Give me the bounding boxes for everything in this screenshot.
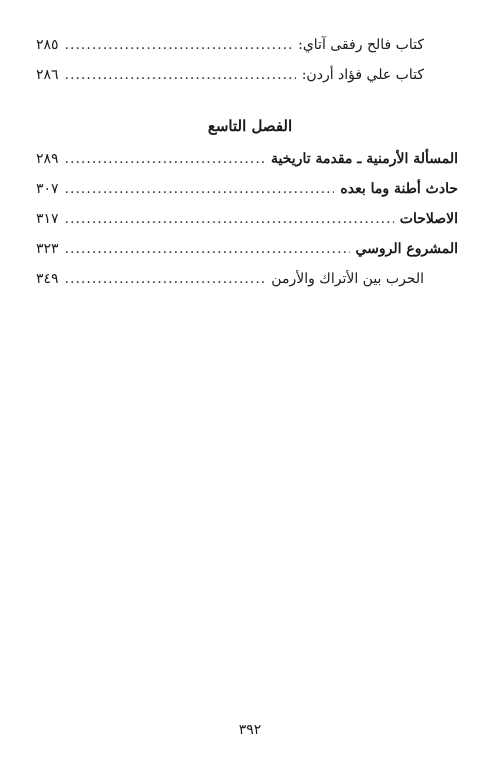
toc-entry — [36, 178, 458, 200]
dot-leader — [65, 268, 266, 290]
dot-leader — [65, 178, 335, 200]
toc-entry — [36, 64, 424, 86]
toc-entry-title: المسألة الأرمنية ـ مقدمة تاريخية — [271, 151, 458, 167]
dot-leader — [65, 34, 293, 56]
toc-entry-page: ٣٤٩ — [36, 271, 59, 287]
toc-entry-title: حادث أطنة وما بعده — [340, 181, 458, 197]
chapter-heading: الفصل التاسع — [207, 117, 293, 135]
dot-leader — [65, 64, 296, 86]
toc-entry-title: المشروع الروسي — [355, 241, 458, 257]
dot-leader — [65, 148, 265, 170]
toc-entry-page: ٢٨٥ — [36, 37, 59, 53]
toc-entry — [36, 238, 458, 260]
toc-entry-title: كتاب فالح رفقى آتاي: — [298, 37, 424, 53]
toc-entry-page: ٢٨٦ — [36, 67, 59, 83]
page-number: ٣٩٢ — [238, 722, 262, 738]
toc-entry — [36, 34, 424, 56]
toc-entry-page: ٣١٧ — [36, 211, 59, 227]
toc-entry-page: ٢٨٩ — [36, 151, 59, 167]
dot-leader — [65, 238, 350, 260]
toc-entry-page: ٣٢٣ — [36, 241, 59, 257]
toc-entry — [36, 148, 458, 170]
dot-leader — [65, 208, 394, 230]
toc-entry-title: الحرب بين الأتراك والأرمن — [271, 271, 424, 287]
toc-entry-title: كتاب علي فؤاد أردن: — [301, 67, 424, 83]
toc-entry — [36, 208, 458, 230]
toc-entry-page: ٣٠٧ — [36, 181, 59, 197]
toc-entry-title: الاصلاحات — [399, 211, 458, 227]
toc-entry — [36, 268, 424, 290]
